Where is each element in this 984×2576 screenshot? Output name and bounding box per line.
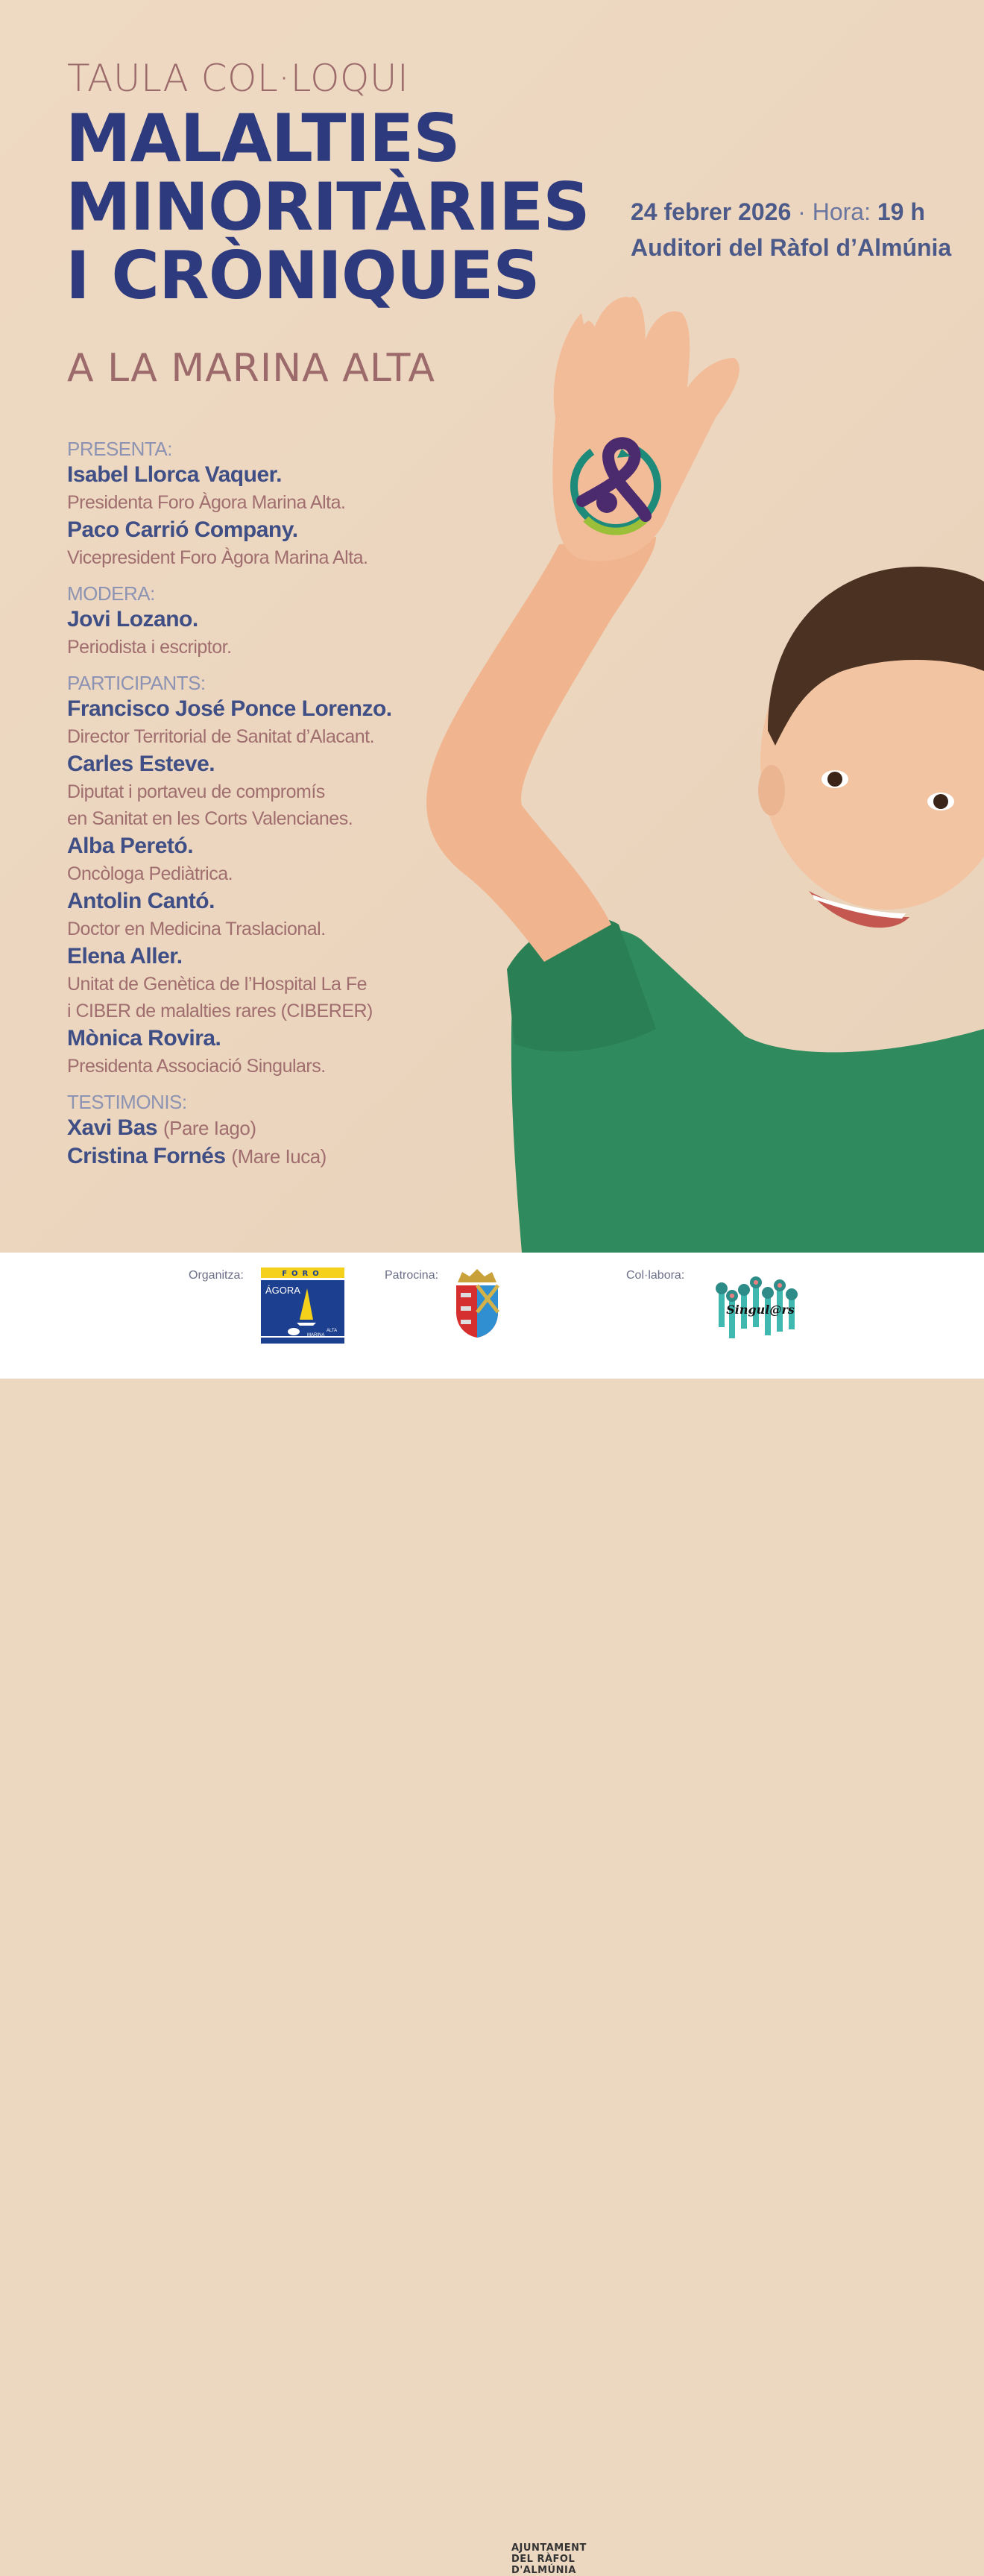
organitza-label: Organitza: bbox=[189, 1269, 244, 1282]
person-role: Presidenta Associació Singulars. bbox=[67, 1056, 326, 1077]
event-kicker: TAULA COL·LOQUI bbox=[67, 57, 409, 100]
person-role: Oncòloga Pediàtrica. bbox=[67, 863, 233, 884]
event-datetime bbox=[631, 194, 951, 230]
section-participants bbox=[67, 671, 455, 1080]
singulars-logo bbox=[716, 1275, 805, 1342]
person-name: Alba Peretó. bbox=[67, 834, 194, 858]
person-role: Vicepresident Foro Àgora Marina Alta. bbox=[67, 547, 368, 568]
section-testimonis bbox=[67, 1090, 455, 1171]
person-name: Francisco José Ponce Lorenzo. bbox=[67, 696, 392, 721]
svg-text:ÁGORA: ÁGORA bbox=[265, 1285, 300, 1296]
separator: · bbox=[798, 198, 806, 225]
person-role: Presidenta Foro Àgora Marina Alta. bbox=[67, 492, 346, 513]
time-value: 19 h bbox=[877, 198, 925, 225]
person-name: Jovi Lozano. bbox=[67, 607, 198, 632]
section-label: PRESENTA: bbox=[67, 438, 172, 460]
ajuntament-coat-of-arms bbox=[453, 1267, 501, 1339]
person-name: Paco Carrió Company. bbox=[67, 517, 298, 542]
person-note: (Pare Iago) bbox=[163, 1117, 256, 1139]
patrocina-label: Patrocina: bbox=[385, 1269, 439, 1282]
person-name: Xavi Bas bbox=[67, 1115, 158, 1140]
title-line-1: MALALTIES bbox=[66, 100, 460, 177]
section-presenta bbox=[67, 437, 455, 571]
person-note: (Mare Iuca) bbox=[231, 1145, 327, 1168]
person-role: Diputat i portaveu de compromís bbox=[67, 781, 325, 802]
person-role: Director Territorial de Sanitat d’Alacant. bbox=[67, 726, 375, 747]
person-role: i CIBER de malalties rares (CIBERER) bbox=[67, 1001, 373, 1021]
collabora-label: Col·labora: bbox=[626, 1269, 685, 1282]
testimonial-row bbox=[67, 1142, 455, 1171]
event-info bbox=[631, 194, 951, 265]
program-list bbox=[67, 437, 455, 1181]
person-role: Periodista i escriptor. bbox=[67, 637, 232, 658]
testimonial-row bbox=[67, 1114, 455, 1142]
person-name: Isabel Llorca Vaquer. bbox=[67, 462, 282, 487]
ajuntament-name: AJUNTAMENT DEL RÀFOL D'ALMÚNIA bbox=[511, 2542, 587, 2576]
title-line-3: I CRÒNIQUES bbox=[66, 237, 540, 314]
person-role: Unitat de Genètica de l’Hospital La Fe bbox=[67, 974, 368, 995]
svg-text:ALTA: ALTA bbox=[327, 1329, 338, 1333]
person-name: Elena Aller. bbox=[67, 944, 183, 969]
poster-background bbox=[0, 0, 984, 1253]
person-name: Carles Esteve. bbox=[67, 752, 215, 776]
person-name: Antolin Cantó. bbox=[67, 889, 215, 913]
time-label: Hora: bbox=[812, 198, 871, 225]
sponsors-footer bbox=[0, 1253, 984, 2576]
person-name: Cristina Fornés bbox=[67, 1144, 226, 1168]
svg-text:FORO: FORO bbox=[282, 1270, 324, 1278]
event-subtitle: A LA MARINA ALTA bbox=[67, 346, 435, 391]
person-name: Mònica Rovira. bbox=[67, 1026, 221, 1051]
event-venue: Auditori del Ràfol d’Almúnia bbox=[631, 234, 952, 261]
section-label: MODERA: bbox=[67, 582, 155, 605]
title-line-2: MINORITÀRIES bbox=[66, 169, 590, 245]
event-title bbox=[66, 100, 590, 314]
svg-text:MARINA: MARINA bbox=[307, 1333, 325, 1338]
section-label: PARTICIPANTS: bbox=[67, 672, 206, 694]
event-date: 24 febrer 2026 bbox=[631, 198, 792, 225]
section-modera bbox=[67, 582, 455, 661]
section-label: TESTIMONIS: bbox=[67, 1091, 187, 1113]
person-role: Doctor en Medicina Traslacional. bbox=[67, 919, 326, 939]
svg-text:Singul@rs: Singul@rs bbox=[726, 1303, 795, 1317]
foro-agora-logo bbox=[261, 1267, 344, 1344]
person-role: en Sanitat en les Corts Valencianes. bbox=[67, 808, 353, 829]
